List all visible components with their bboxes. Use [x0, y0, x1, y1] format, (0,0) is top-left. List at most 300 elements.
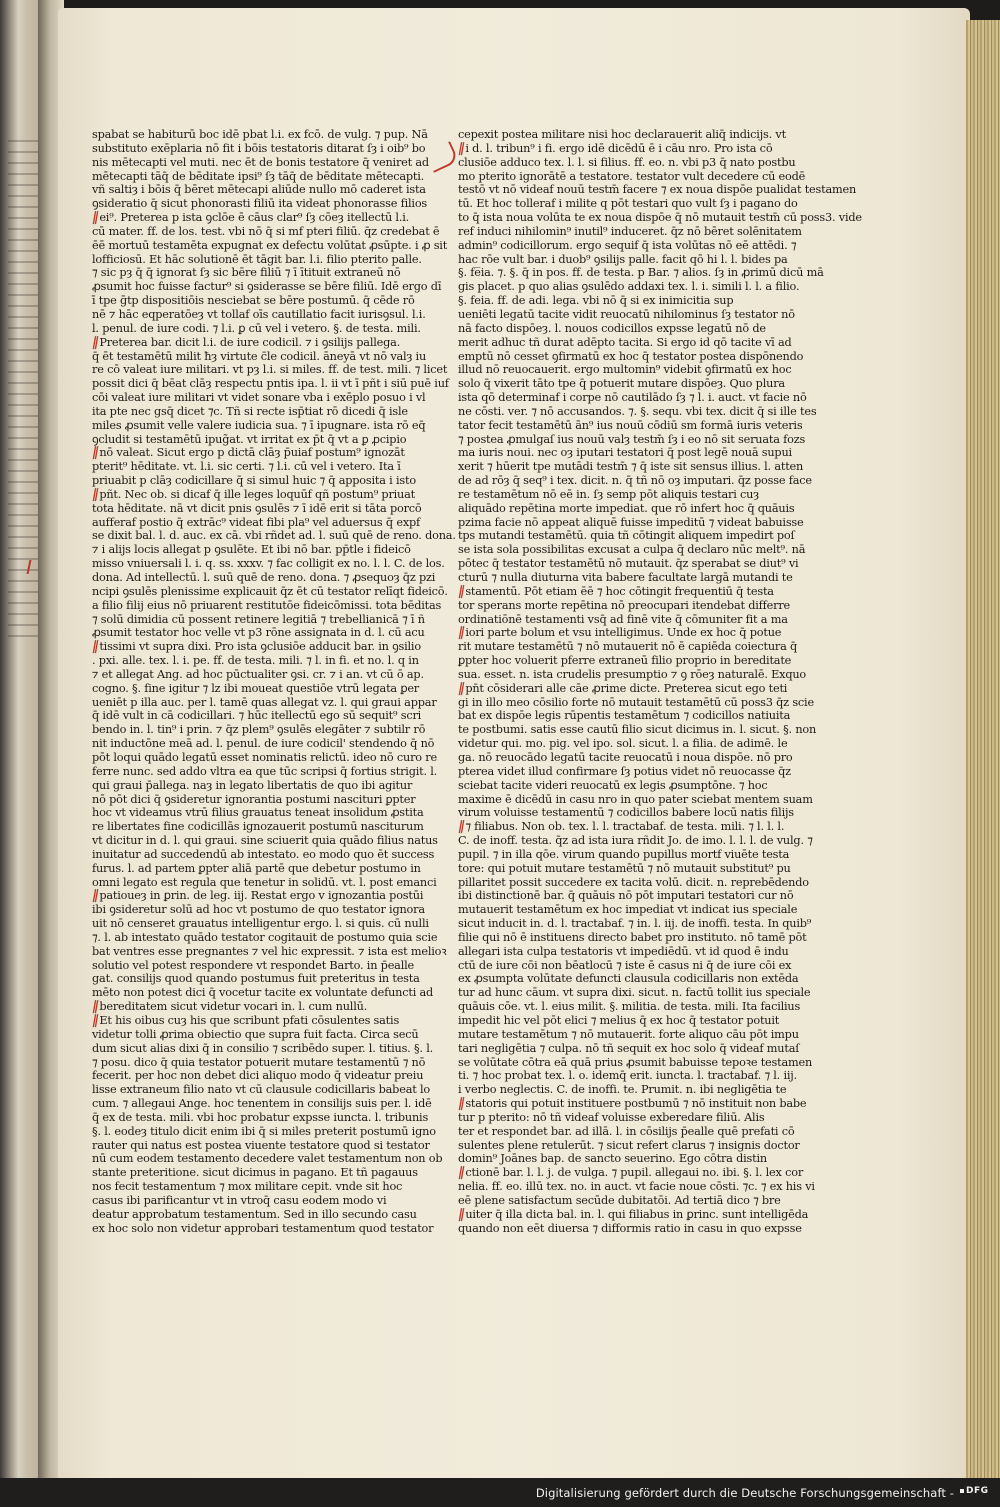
- text-line: [92, 668, 422, 682]
- text-line-content: ⁊. l. ab intestato quādo testator cogitauit de postumo quia scie: [92, 930, 438, 944]
- text-line-content: tor sperans morte repētina nō preocupari itendebat differre: [458, 598, 790, 612]
- text-line-content: maxime ē dicēdū in casu nro in quo pater sciebat mentem suam: [458, 792, 813, 806]
- text-line: [92, 986, 434, 1000]
- text-line-content: pterit⁹ hēditate. vt. l.i. sic certi. ⁊ l.i. cū vel i vetero. Ita ī: [92, 460, 401, 474]
- text-line-content: ⁊ et allegat Ang. ad hoc pūctualiter ꝯsi. cr. ⁊ i an. vt cū ō ap.: [92, 667, 424, 681]
- text-line: [92, 862, 422, 876]
- text-line-content: pñt. Nec ob. si dicaf q̄ ille leges loquūf qñ postum⁹ priuat: [99, 487, 416, 501]
- text-line: [458, 515, 804, 530]
- text-line-content: tator fecit testamētū ān⁹ ius nouū cōdiū sm formā iuris veteris: [458, 418, 803, 432]
- text-line-content: cōi valeat iure militari vt videt sonare vba i exēplo posuo i vl: [92, 391, 426, 405]
- text-line-content: priuabit p clāȝ codicillare q̄ si simul huic ⁊ q̄ apposita i isto: [92, 474, 416, 488]
- text-line-content: ꝯsideratio q̄ sicut phonorasti filiū ita videat phonorasse filios: [92, 197, 428, 211]
- text-line-content: ista qō determinaf i corpe nō cautilādo ſȝ ⁊ l. i. auct. vt facie nō: [458, 391, 807, 405]
- text-line: [92, 806, 422, 820]
- text-line-content: i verbo neglectis. C. de inoffi. te. Prumit. n. ibi negligētia te: [458, 1083, 787, 1097]
- text-line-content: §. fe̅ia. ⁊. §. q̄ in pos. ff. de testa. p Bar. ⁊ alios. ſȝ in ꝓrimū dicū mā: [458, 266, 824, 280]
- text-line: [458, 667, 807, 682]
- text-line: [458, 155, 796, 170]
- text-line: [92, 488, 422, 502]
- text-line-content: tota hēditate. nā vt dicit pnis ꝯsulēs ⁊ ī idē erit si tāta porcō: [92, 501, 422, 515]
- text-line-content: rauter qui natus est postea viuente testatore quod si testator: [92, 1138, 430, 1152]
- text-line: [92, 612, 425, 627]
- text-line: [92, 1124, 436, 1139]
- text-line-content: bat ex dispōe legis rūpentis testamētum ⁊ codicillos natiuita: [458, 709, 791, 723]
- text-line: [458, 266, 824, 280]
- text-line-content: sua. esset. n. ista crudelis presumptio ⁊ ꝯ rōeȝ naturalē. Exquo: [458, 667, 807, 681]
- text-line-content: ēē mortuū testamēta expugnat ex defectu volūtat ꝓsūpte. i ꝓ sit: [92, 238, 448, 252]
- text-line: [92, 474, 422, 488]
- text-line: [92, 1014, 422, 1028]
- text-line: [92, 141, 426, 156]
- text-line: [458, 945, 788, 959]
- text-line-content: se ista sola possibilitas excusat a culpa q̄ declaro nūc melt⁹. nā: [458, 543, 806, 557]
- text-line-content: nis mētecapti vel muti. nec ēt de bonis testatore q̄ veniret ad: [92, 155, 429, 169]
- text-line: [458, 238, 797, 253]
- text-line-content: ne cōsti. ver. ⁊ nō accusandos. ⁊. §. sequ. vbi tex. dicit q̄ si ille tes: [458, 404, 817, 418]
- text-line: [458, 363, 792, 377]
- text-line: [92, 169, 425, 184]
- text-line-content: tari negligētia ⁊ culpa. nō tñ sequit ex hoc solo q̄ videaf mutaſ: [458, 1041, 800, 1055]
- text-line: [458, 529, 795, 543]
- text-line: [92, 1055, 426, 1070]
- text-line: [92, 197, 428, 211]
- text-line: [92, 1221, 434, 1236]
- text-line: [458, 488, 788, 502]
- text-line-content: nos fecit testamentum ⁊ mox militare cepit. vnde sit hoc: [92, 1180, 403, 1194]
- text-line-content: ita pte nec gsq̄ dicet ⁊c. Tñ si recte isp̄tiat rō dicedi q̄ isle: [92, 404, 408, 418]
- text-line: [92, 363, 448, 377]
- text-line-content: vñ saltiȝ i bōis q̄ bēret mētecapi aliūde nullo mō caderet ista: [92, 183, 426, 197]
- text-line-content: solutio vel potest respondere vt respondet Barto. in p̄ealle: [92, 958, 415, 972]
- text-line-content: pupil. ⁊ in illa qōe. virum quando pupillus mortf viuēte testa: [458, 847, 790, 861]
- text-line-content: iori parte bolum et vsu intelligimus. Unde ex hoc q̄ potue: [465, 626, 782, 640]
- text-line-content: cturū ⁊ nulla diuturna vita babere facultate largā mutandi te: [458, 571, 793, 584]
- rubric-paragraph-mark-icon: ‖: [456, 819, 466, 835]
- rubric-paragraph-mark-icon: ‖: [90, 1013, 100, 1028]
- text-line-content: possit dici q̄ bēat clāȝ respectu pntis ipa. l. ii vt ī pñt i siū puē iuf: [92, 377, 449, 391]
- text-line-content: statoris qui potuit instituere postbumū ⁊ nō instituit non babe: [465, 1097, 807, 1111]
- text-line: [458, 377, 788, 391]
- text-line: [458, 253, 788, 267]
- text-line: [92, 307, 426, 322]
- text-line-content: ueniēt p illa auc. per l. tamē quas allegat vz. l. qui graui appar: [92, 695, 437, 709]
- text-line: [92, 959, 422, 973]
- text-line-content: bendo in. l. tin⁹ i prin. ⁊ q̄z plem⁹ ꝯsulēs elegāter ⁊ subtilr rō: [92, 723, 426, 737]
- text-line-content: §. feia. ff. de adi. lega. vbi nō q̄ si ex inimicitia sup: [458, 294, 734, 308]
- text-line-content: quāuis cōe. vt. l. eius milit. §. militia. de testa. mili. Ita facilius: [458, 1000, 801, 1014]
- rubric-paragraph-mark-icon: ‖: [90, 999, 100, 1015]
- text-line: [458, 654, 792, 668]
- text-line: [92, 460, 422, 474]
- text-line-content: vt dicitur in d. l. qui graui. sine sciuerit quia quādo filius natus: [92, 834, 438, 848]
- text-line-content: bereditatem sicut videtur vocari in. l. cum nullū.: [99, 1000, 368, 1014]
- text-line-content: nā facto dispōeȝ. l. nouos codicillos expsse legatū nō de: [458, 321, 766, 335]
- text-line: [458, 404, 817, 419]
- left-text-column: [90, 128, 456, 1236]
- text-line-content: ꝓsumit testator hoc velle vt p3 rōne assignata in d. l. cū acu: [92, 626, 425, 640]
- text-line: [458, 1083, 788, 1097]
- text-line-content: dona. Ad intellectū. l. suū quē de reno. dona. ⁊ ꝓsequoȝ q̄z pzi: [92, 571, 436, 584]
- text-line-content: lofficiosū. Et hāc solutionē ēt tāgit bar. l.i. filio pterito palle.: [92, 252, 422, 266]
- rubric-paragraph-mark-icon: ‖: [90, 210, 100, 226]
- text-line-content: sciebat tacite videri reuocatū ex legis ꝓsumptōne. ⁊ hoc: [458, 778, 768, 792]
- text-line-content: dum sicut alias dixi q̄ in consilio ⁊ scribēdo super. l. titius. §. l.: [92, 1041, 433, 1055]
- rubric-paragraph-mark-icon: ‖: [90, 445, 100, 461]
- rubric-paragraph-mark-icon: ‖: [456, 625, 466, 641]
- text-line-content: cepexit postea militare nisi hoc declarauerit aliq̄ indicijs. vt: [458, 128, 786, 141]
- text-line: [458, 834, 813, 848]
- text-line-content: pillaritet possit succedere ex tacita volū. dicit. n. reprebēdendo: [458, 875, 809, 889]
- text-line: [458, 861, 791, 876]
- text-line: [92, 654, 422, 668]
- text-line: [92, 516, 422, 530]
- text-line: [458, 460, 804, 474]
- text-line: [92, 349, 427, 364]
- text-line: [458, 391, 807, 405]
- text-line: [458, 585, 788, 599]
- text-line: [458, 764, 791, 779]
- text-line-content: merit adhuc tñ durat adēpto tacita. Si ergo id qō tacite vī ad: [458, 335, 792, 349]
- digitization-footer: [0, 1478, 1000, 1507]
- rubric-paragraph-mark-icon: ‖: [90, 334, 100, 350]
- rubric-paragraph-mark-icon: ‖: [456, 1165, 466, 1181]
- text-line-content: re cō valeat iure militari. vt pȝ l.i. si miles. ff. de test. mili. ⁊ licet: [92, 363, 448, 377]
- text-line: [92, 723, 426, 737]
- rubric-paragraph-mark-icon: ‖: [90, 639, 100, 655]
- text-line-content: nō pōt dici q̄ ꝯsideretur ignorantia postumi nascituri ꝑpter: [92, 792, 416, 806]
- text-line-content: C. de inoff. testa. q̄z ad ista iura rñdit Jo. de imo. l. l. l. de vulg. ⁊: [458, 834, 813, 848]
- text-line: [458, 335, 792, 350]
- text-line: [92, 875, 437, 890]
- text-line-content: cum. ⁊ allegaui Ange. hoc tenentem in consilijs suis per. l. idē: [92, 1097, 432, 1111]
- text-line-content: clusiōe adduco tex. l. l. si filius. ff. eo. n. vbi p3 q̄ nato postbu: [458, 155, 796, 169]
- text-line-content: hoc vt videamus vtrū filius grauatus teneat insolidum ꝓstita: [92, 806, 424, 820]
- text-line: [458, 737, 788, 751]
- text-line: [458, 709, 791, 723]
- text-line-content: §. l. eodeȝ titulo dicit enim ibi q̄ si miles preterit postumū igno: [92, 1124, 436, 1138]
- text-line-content: ncipi ꝯsulēs plenissime explicauit q̄z ēt cū testator relīqt fideicō.: [92, 584, 448, 598]
- text-line-content: se dixit bal. l. d. auc. ex cā. vbi rñdet ad. l. suū quē de reno. dona.: [92, 529, 456, 543]
- text-line: [92, 793, 422, 807]
- text-line-content: ⁊ filiabus. Non ob. tex. l. l. tractabaf. de testa. mili. ⁊ l. l. l.: [465, 820, 785, 834]
- rubric-paragraph-mark-icon: ‖: [456, 680, 466, 696]
- text-line: [458, 294, 788, 308]
- text-line-content: te postbumi. satis esse cautū filio sicut dicimus in. l. sicut. §. non: [458, 723, 817, 737]
- text-line: [458, 1111, 788, 1125]
- text-line-content: tur ad hunc cāum. vt supra dixi. sicut. n. factū tollit ius speciale: [458, 986, 811, 1000]
- text-line-content: cū mater. ff. de los. test. vbi nō q̄ si mf pteri filiū. q̄z credebat ē: [92, 224, 440, 238]
- text-line: [92, 391, 426, 405]
- text-line: [458, 571, 793, 585]
- text-line: [458, 1041, 800, 1056]
- right-text-column: [456, 128, 862, 1236]
- text-line: [458, 1221, 802, 1236]
- text-line-content: rit mutare testamētū ⁊ nō mutauerit nō ē capiēda coiectura q̄: [458, 640, 798, 654]
- text-line: [458, 682, 788, 696]
- text-line: [92, 1083, 430, 1097]
- text-line-content: sulentes plene retulerūt. ⁊ sicut refert clarus ⁊ insignis doctor: [458, 1138, 800, 1152]
- text-line-content: mētecapti tāq̄ de bēditate ipsi⁹ ſȝ tāq̄ de bēditate mētecapti.: [92, 169, 425, 183]
- text-line: [92, 889, 422, 903]
- text-line: [92, 1041, 433, 1056]
- text-line: [458, 613, 788, 627]
- text-line-content: virum voluisse testamentū ⁊ codicillos babere locū natis filijs: [458, 806, 794, 820]
- text-line: [92, 1208, 422, 1222]
- text-line-content: tissimi vt supra dixi. Pro ista ꝯclusiōe adducit bar. in ꝯsilio: [99, 640, 421, 654]
- text-line-content: stante preteritione. sicut dicimus in pagano. Et tñ pagauus: [92, 1166, 418, 1180]
- text-line: [92, 1138, 430, 1153]
- text-line-content: bat ventres esse pregnantes ⁊ vel hic expressit. ⁊ ista est melioꝛ: [92, 944, 447, 958]
- text-line-content: q̄ ēt testamētū milit ħȝ virtute c̄le codicil. āneyā vt nō valȝ iu: [92, 349, 427, 363]
- text-line: [458, 806, 794, 820]
- text-line-content: ordinatiōnē testamenti vsq̄ ad finē vite q̄ cōmuniter fit a ma: [458, 612, 788, 626]
- text-line-content: tur p pterito: nō tñ videaf voluisse exberedare filiū. Alis: [458, 1110, 765, 1124]
- text-line-content: inuitatur ad succedendū ab intestato. eo modo quo ēt success: [92, 847, 435, 861]
- text-line-content: sicut inducit in. d. l. tractabaf. ⁊ in. l. iij. de inoffi. testa. In quib⁹: [458, 917, 812, 931]
- rubric-paragraph-mark-icon: ‖: [456, 140, 466, 156]
- text-line: [92, 682, 422, 696]
- dfg-logo-text: DFG: [966, 1486, 989, 1496]
- text-line: [458, 903, 798, 917]
- text-line: [92, 917, 429, 931]
- text-line-content: impedit hic vel pōt elici ⁊ melius q̄ ex hoc q̄ testator potuit: [458, 1014, 780, 1027]
- text-line-content: ga. nō reuocādo legatū tacite reuocatū i noua dispōe. nō pro: [458, 750, 793, 764]
- text-line: [458, 750, 793, 765]
- text-line: [458, 1138, 800, 1153]
- text-line: [92, 543, 422, 557]
- text-line-content: stamentū. Pōt etiam ēē ⁊ hoc cōtingit frequentiū q̄ testa: [465, 584, 774, 598]
- text-line: [458, 322, 788, 336]
- text-line: [458, 307, 795, 322]
- rubric-paragraph-mark-icon: ‖: [90, 486, 100, 502]
- text-line-content: pōtec q̄ testator testamētū nō mutauit. q̄z sperabat se diut⁹ vi: [458, 557, 799, 571]
- text-line: [458, 197, 798, 211]
- text-line-content: aliquādo repētina morte impediat. que rō infert hoc q̄ quāuis: [458, 501, 795, 515]
- text-line-content: pterea videt illud confirmare ſȝ potius videt nō reuocasse q̄z: [458, 764, 791, 778]
- text-line: [458, 501, 795, 516]
- text-line-content: ī tpe ḡtp dispositiōis nesciebat se bēre postumū. q̄ cēde rō: [92, 294, 415, 308]
- text-line-content: testō vt nō videaf nouū testm̄ facere ⁊ ex noua dispōe pualidat testamen: [458, 183, 857, 197]
- text-line: [92, 211, 422, 225]
- text-line: [92, 418, 426, 433]
- text-line-content: ibi distinctionē bar. q̄ quāuis nō pōt imputari testatori cur nō: [458, 889, 794, 903]
- text-line: [92, 903, 425, 917]
- text-line-content: tū. Et hoc tolleraf i milite q pōt testari quo vult ſȝ i pagano do: [458, 197, 798, 211]
- text-line-content: filie qui nō ē instituens directo babet pro instituto. nō tamē pōt: [458, 930, 807, 944]
- text-line: [92, 695, 437, 710]
- text-line: [92, 750, 437, 765]
- text-line-content: q̄ ex de testa. mili. vbi hoc probatur expsse iuncta. l. tribunis: [92, 1110, 429, 1124]
- page-stack-edge: [966, 20, 1000, 1478]
- text-line-content: qui graui p̄allega. naȝ in legato libertatis de quo ibi agitur: [92, 778, 413, 792]
- text-line: [458, 446, 792, 460]
- text-line-content: lisse extraneum filio nato vt cū clausule codicillaris babeat lo: [92, 1083, 430, 1097]
- text-line-content: nit inductōne meā ad. l. penul. de iure codicil' stendendo q̄ nō: [92, 737, 435, 751]
- text-line: [458, 792, 813, 807]
- text-line-content: re testamētum nō eē in. ſȝ semp pōt aliquis testari cuȝ: [458, 487, 759, 501]
- text-line-content: gat. consilijs quod quando postumus fuit preteritus in testa: [92, 972, 420, 986]
- text-line: [92, 405, 422, 419]
- text-line: [92, 1110, 429, 1125]
- text-line: [92, 834, 438, 848]
- text-line: [92, 322, 422, 336]
- text-line-content: uiter q̄ illa dicta bal. in. l. qui filiabus in ꝑrinc. sunt intelligēda: [465, 1207, 809, 1221]
- text-line: [92, 336, 422, 350]
- text-line-content: l. penul. de iure codi. ⁊ l.i. ꝑ cū vel i vetero. §. de testa. mili.: [92, 321, 421, 335]
- text-line: [92, 253, 422, 267]
- text-line: [458, 889, 794, 903]
- text-line-content: ctionē bar. l. l. j. de vulga. ⁊ pupil. allegaui no. ibi. §. l. lex cor: [465, 1166, 804, 1180]
- text-line-content: pōt loqui quādo legatū esset nominatis relictū. ideo nō curo re: [92, 750, 437, 764]
- text-line-content: illud nō reuocauerit. ergo multomin⁹ videbit ꝯfirmatū ex hoc: [458, 363, 792, 377]
- text-line: [458, 1069, 797, 1083]
- text-line: [458, 142, 788, 156]
- text-line-content: ref induci nihilomin⁹ inutil⁹ induceret. q̄z nō bēret solēnitatem: [458, 224, 802, 238]
- text-line-content: videtur tolli ꝓrima obiectio que supra fuit facta. Circa secū: [92, 1027, 419, 1041]
- rubric-paragraph-mark-icon: ‖: [456, 583, 466, 599]
- text-line-content: q̄ idē vult in cā codicillari. ⁊ hūc itellectū ego sū sequit⁹ scri: [92, 709, 422, 723]
- text-line: [92, 1000, 422, 1014]
- text-line-content: hac rōe vult bar. i duob⁹ ꝯsilijs palle. facit qō hi l. l. bides pa: [458, 252, 788, 266]
- text-line: [92, 1180, 422, 1194]
- text-line: [458, 875, 809, 890]
- text-line-content: i d. l. tribun⁹ i fi. ergo idē dicēdū ē i cāu nro. Pro ista cō: [465, 141, 773, 155]
- text-line-content: fecerit. per hoc non debet dici aliquo modo q̄ videatur preiu: [92, 1069, 424, 1083]
- text-line: [92, 571, 436, 585]
- text-line: [92, 626, 425, 640]
- text-line-content: a filio filij eius nō priuarent restitutōe fideicōmissi. tota bēditas: [92, 598, 442, 612]
- text-line: [92, 377, 449, 391]
- text-line-content: gis placet. p quo alias ꝯsulēdo addaxi tex. l. i. simili l. l. a filio.: [458, 280, 800, 294]
- text-line: [92, 709, 422, 723]
- text-line-content: ꝑpter hoc voluerit pferre extraneū filio proprio in bereditate: [458, 654, 792, 668]
- text-line-content: eē plene satisfactum secūde dubitatōi. Ad tertiā dico ⁊ bre: [458, 1193, 781, 1207]
- text-line-content: mēto non potest dici q̄ vocetur tacite ex voluntate defuncti ad: [92, 986, 434, 1000]
- text-line-content: domin⁹ Joānes bap. de sancto seuerino. Ego cōtra distin: [458, 1152, 767, 1166]
- text-line: [458, 1124, 795, 1139]
- text-line: [92, 1028, 422, 1042]
- text-line: [458, 640, 798, 654]
- text-line: [458, 917, 812, 931]
- text-line-content: nō valeat. Sicut ergo p dictā clāȝ p̄uiaf postum⁹ ignozāt: [99, 446, 405, 460]
- text-line: [92, 529, 456, 543]
- text-line-content: uit nō censeret grauatus intelligentur ergo. l. si quis. cū nulli: [92, 917, 429, 931]
- text-line: [458, 986, 811, 1000]
- text-line-content: de ad rōȝ q̄ seq⁹ i tex. dicit. n. q̄ tñ nō oȝ imputari. q̄z posse face: [458, 474, 812, 488]
- text-line: [456, 1206, 809, 1222]
- text-line: [458, 224, 802, 239]
- text-line-content: ꝯcludit si testamētū ipug̃at. vt irritat ex p̄t q̄ vt a ꝑ ꝓcipio: [92, 432, 407, 446]
- rubric-paragraph-mark-icon: ‖: [456, 1096, 466, 1112]
- text-line: [92, 266, 422, 280]
- rubric-paragraph-mark-icon: ‖: [90, 888, 100, 904]
- text-line: [458, 128, 788, 142]
- text-line: [92, 640, 422, 654]
- text-line-content: gi in illo meo cōsilio forte nō mutauit testamētū cū poss3 q̄z scie: [458, 695, 814, 709]
- text-line: [92, 1152, 443, 1166]
- text-line: [458, 848, 788, 862]
- text-line-content: re libertates fine codicillās ignozauerit postumū nasciturum: [92, 820, 424, 834]
- text-line: [92, 280, 442, 294]
- text-line: [92, 972, 422, 986]
- text-line-content: videtur qui. mo. pig. vel ipo. sol. sicut. l. a filia. de adimē. le: [458, 737, 788, 751]
- text-line-content: mutauerit testamētum ex hoc impediat vt indicat ius speciale: [458, 903, 798, 917]
- text-line: [92, 238, 448, 253]
- text-line: [92, 1069, 422, 1083]
- text-line: [92, 764, 438, 779]
- text-line: [92, 1166, 422, 1180]
- rubric-paragraph-mark-icon: ‖: [456, 1206, 466, 1222]
- text-line: [456, 1096, 807, 1112]
- text-line: [458, 1152, 788, 1166]
- text-line: [92, 224, 440, 239]
- text-line-content: deatur approbatum testamentum. Sed in illo secundo casu: [92, 1207, 417, 1221]
- text-line-content: emptū nō cesset ꝯfirmatū ex hoc q̄ testator postea dispōnendo: [458, 349, 804, 363]
- text-line-content: ⁊ posu. dico q̄ quia testator potuerit mutare testamentū ⁊ nō: [92, 1055, 426, 1069]
- text-line: [458, 1000, 801, 1014]
- text-line: [92, 779, 422, 793]
- funding-credit: Digitalisierung gefördert durch die Deutsche Forschungsgemeinschaft -: [535, 1486, 954, 1500]
- text-line: [458, 543, 806, 557]
- text-line-content: ti. ⁊ hoc probat tex. l. o. idemq̄ erit. iuncta. l. tractabaf. ⁊ l. iij.: [458, 1069, 797, 1083]
- text-line: [458, 695, 814, 710]
- text-line: [458, 211, 862, 225]
- text-line-content: aufferaf postio q̄ extrāc⁹ videat fibi pla⁹ vel aduersus q̄ expf: [92, 515, 421, 529]
- text-line-content: ma iuris noui. nec oȝ iputari testatori q̄ post legē nouā supui: [458, 446, 792, 460]
- text-line-content: ex hoc solo non videtur approbari testamentum quod testator: [92, 1221, 434, 1235]
- text-line-content: quando non eēt diuersa ⁊ difformis ratio in casu in quo expsse: [458, 1221, 802, 1235]
- text-line: [92, 944, 447, 959]
- text-line: [92, 128, 428, 142]
- text-line: [92, 446, 422, 460]
- text-line-content: mutare testamētum ⁊ nō mutauerit. forte aliquo cāu pōt impu: [458, 1027, 799, 1041]
- text-line-content: xerit ⁊ hūerit tpe mutādi testm̄ ⁊ q̄ iste sit sensus illius. l. atten: [458, 460, 804, 474]
- text-line-content: omni legato est regula que tenetur in solidū. vt. l. post emanci: [92, 875, 437, 889]
- text-line: [458, 599, 788, 613]
- text-line: [92, 930, 438, 945]
- text-line-content: substituto exēplaria nō fit i bōis testatoris ditarat ſȝ i oib⁹ bo: [92, 141, 426, 155]
- text-line-content: ctū de iure cōi non bēatlocū ⁊ iste ē casus ni q̄ de iure cōi ex: [458, 958, 792, 972]
- text-line-content: mo pterito ignorātē a testatore. testator vult decedere cū eodē: [458, 169, 806, 183]
- text-line: [92, 1194, 422, 1208]
- text-line-content: ⁊ solū dimidia cū possent retinere legitiā ⁊ trebellianicā ⁊ ī ñ: [92, 612, 425, 626]
- text-line-content: to q̄ ista noua volūta te ex noua dispōe q̄ nō mutauit testm̄ cū poss3. vide: [458, 211, 862, 225]
- text-line-content: se volūtate cōtra eā quā prius ꝓsumit babuisse tepoꝛe testamen: [458, 1055, 813, 1069]
- text-line: [458, 1055, 813, 1070]
- text-line: [458, 1014, 788, 1028]
- text-line: [92, 584, 448, 599]
- text-line-content: Et his oibus cuȝ his que scribunt pfati cōsulentes satis: [99, 1014, 400, 1027]
- text-line-content: admin⁹ codicillorum. ergo sequif q̄ ista volūtas nō eē attēdi. ⁊: [458, 238, 797, 252]
- text-line: [92, 737, 435, 751]
- text-line-content: pn̄t cōsiderari alle cāe ꝓrime dicte. Preterea sicut ego teti: [465, 681, 788, 695]
- rubric-flourish: [425, 141, 460, 173]
- text-line-content: furus. l. ad partem ꝑpter aliā partē que debetur postumo in: [92, 861, 421, 875]
- text-line: [458, 723, 817, 737]
- text-line-content: spabat se habiturū boc idē pbat l.i. ex fcō. de vulg. ⁊ pup. Nā: [92, 128, 428, 141]
- text-line: [458, 820, 788, 834]
- text-line-content: nē ⁊ hāc eqperatōeȝ vt tollaf oīs cautillatio facit iurisꝯsul. l.i.: [92, 307, 426, 321]
- text-line-content: ter et respondet bar. ad illā. l. in cōsilijs p̄ealle quē prefati cō: [458, 1124, 795, 1138]
- text-line-content: ei⁹. Preterea p ista ꝯclōe ē cāus clar⁹ ſȝ cōeȝ itellectū l.i.: [99, 211, 410, 225]
- text-line: [458, 1180, 815, 1194]
- text-line-content: nelia. ff. eo. illū tex. no. in auct. vt facie noue cōsti. ⁊c. ⁊ ex his vi: [458, 1180, 815, 1194]
- text-line: [458, 779, 788, 793]
- text-line: [458, 1194, 788, 1208]
- text-line: [458, 557, 799, 571]
- text-line-content: ferre nunc. sed addo vltra ea que tūc scripsi q̄ fortius strigit. l.: [92, 764, 438, 778]
